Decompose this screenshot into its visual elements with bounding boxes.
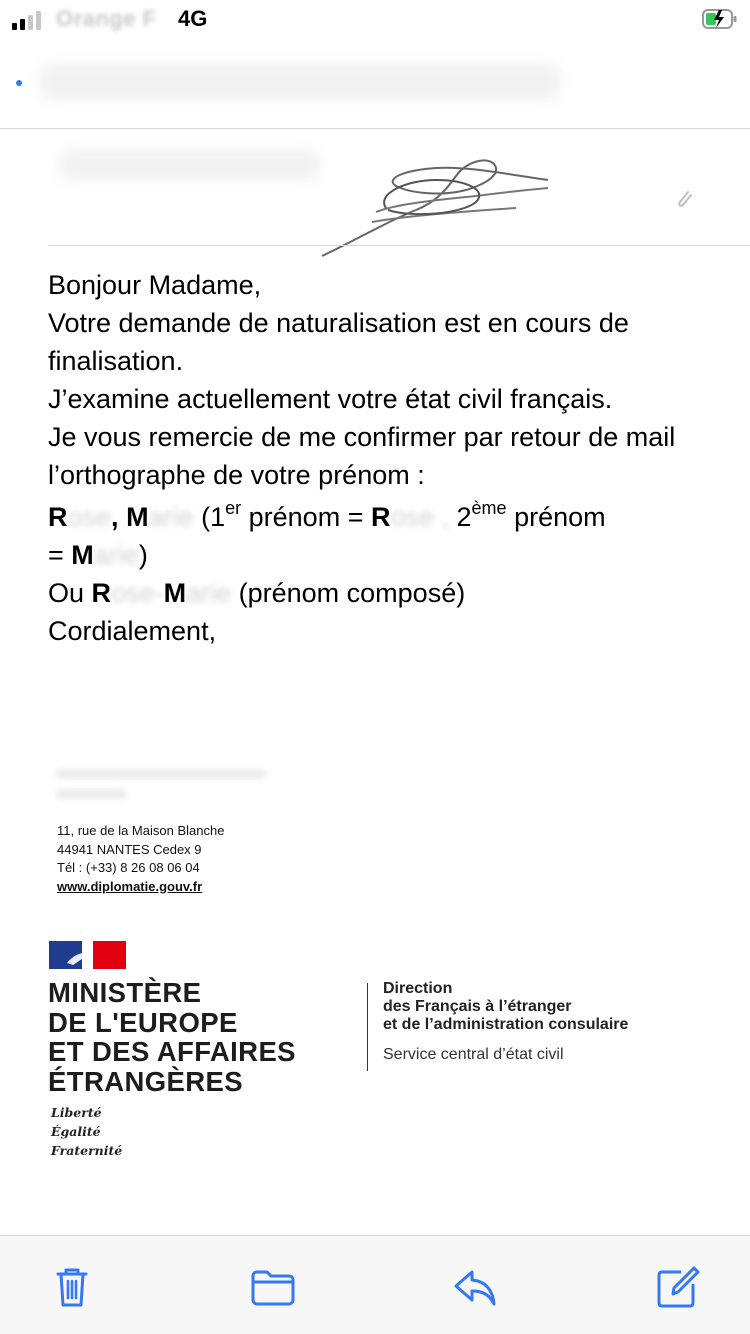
option1-name4: M	[71, 540, 94, 570]
republic-motto: Liberté Égalité Fraternité	[51, 1105, 123, 1158]
trash-icon	[49, 1264, 95, 1310]
mail-header	[0, 44, 750, 130]
closing: Cordialement,	[48, 616, 217, 646]
sender-divider	[48, 245, 750, 246]
header-divider	[0, 128, 750, 129]
reply-button[interactable]	[450, 1262, 500, 1312]
address-city: 44941 NANTES Cedex 9	[57, 841, 202, 857]
logo-divider	[367, 983, 368, 1071]
option2-name2: M	[163, 578, 187, 608]
body-line-2: J’examine actuellement votre état civil français.	[48, 384, 613, 414]
signal-strength-icon	[12, 10, 48, 30]
body-line-1: Votre demande de naturalisation est en cours de finalisation.	[48, 308, 629, 376]
carrier-name: Orange F	[56, 6, 157, 31]
option-2: Ou Rose-Marie (prénom composé)	[48, 578, 466, 608]
ministry-name: MINISTÈRE DE L'EUROPE ET DES AFFAIRES ÉTRANGÈRES	[48, 977, 296, 1097]
compose-button[interactable]	[653, 1262, 703, 1312]
service-name: Service central d’état civil	[383, 1046, 564, 1063]
website-link[interactable]: www.diplomatie.gouv.fr	[57, 878, 203, 894]
phone-number[interactable]: Tél : (+33) 8 26 08 06 04	[57, 860, 200, 875]
body-line-3: Je vous remercie de me confirmer par retour de mail l’orthographe de votre prénom :	[48, 422, 676, 490]
option2-name1: R	[91, 578, 112, 608]
delete-button[interactable]	[47, 1262, 97, 1312]
option1-name3: R	[370, 502, 391, 532]
folder-icon	[250, 1264, 296, 1310]
address-block	[57, 822, 224, 896]
compose-icon	[655, 1264, 701, 1310]
reply-icon	[452, 1264, 498, 1310]
option-1: Rose, Marie (1er prénom = Rose , 2ème prénom = Marie)	[48, 498, 606, 570]
greeting: Bonjour Madame,	[48, 270, 262, 300]
option1-name1: R	[48, 502, 68, 532]
battery-icon	[702, 7, 738, 31]
direction-block: Direction des Français à l’étranger et de l’administration consulaire Service central d’état civil	[383, 980, 629, 1063]
attachment-icon	[672, 186, 696, 210]
move-to-folder-button[interactable]	[248, 1262, 298, 1312]
back-indicator[interactable]	[16, 80, 22, 86]
email-body	[48, 266, 728, 650]
signature-obscured	[56, 755, 286, 805]
address-street: 11, rue de la Maison Blanche	[57, 823, 225, 838]
option1-name2: M	[126, 502, 149, 532]
marianne-logo	[49, 941, 126, 969]
status-bar	[0, 0, 750, 44]
mail-toolbar	[0, 1236, 750, 1334]
network-type: 4G	[178, 6, 208, 31]
